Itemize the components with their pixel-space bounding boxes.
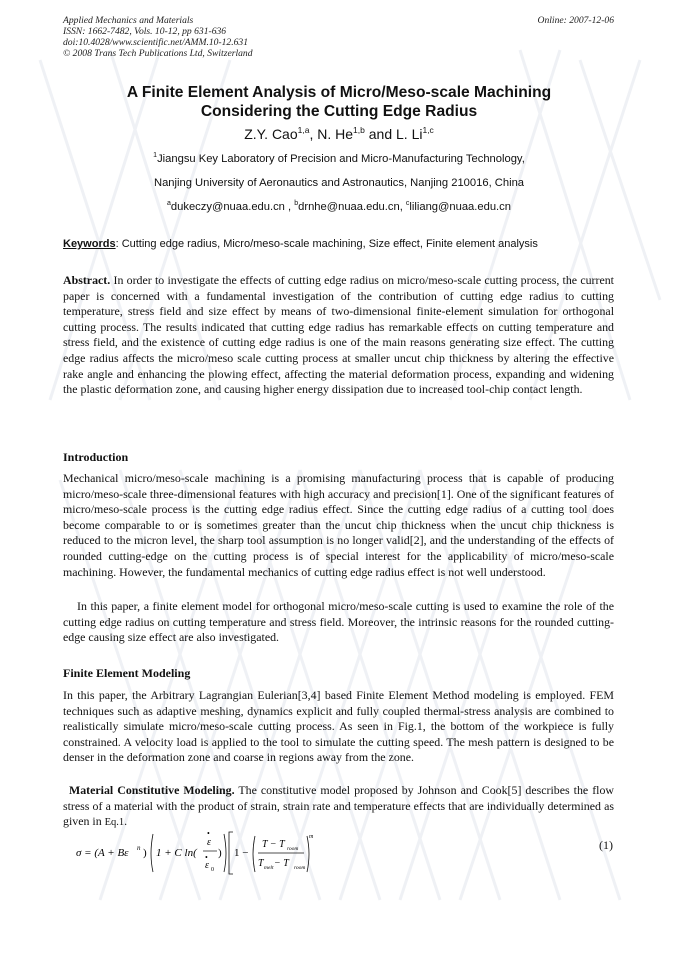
eq-right-paren-2	[307, 836, 309, 872]
eq-one-c-ln: 1 + C ln(	[156, 847, 197, 859]
author-separator: ,	[309, 126, 318, 142]
introduction-paragraph-1: Mechanical micro/meso-scale machining is a promising manufacturing process that is capable of producing micro/meso-scale three-dimensional features with high accuracy and precision[1]. One of the significant features of micro/meso-scale process is the cutting edge radius effect. Since the cutting edge radius of a cutting tool does become comparable to or is sometimes greater than the uncut chip thickness when the uncut chip thickness is reduced to the micron level, the sharp tool assumption is no longer valid[2], and the understanding of the effects of rounded cutting-edge on the cutting process is of special interest for the applicability of micro/meso-scale machining. However, the fundamental mechanics of cutting edge radius effect is not well understood.	[63, 471, 614, 579]
paper-title	[40, 83, 638, 121]
eq-den-a: T	[258, 858, 264, 869]
eq-lhs: σ = (A + Bε	[76, 847, 129, 859]
johnson-cook-equation	[76, 828, 316, 876]
author-list	[40, 125, 638, 143]
author-name: L. Li	[396, 126, 423, 142]
author-affiliation-mark: 1,b	[353, 125, 365, 135]
eq-close-ln: )	[218, 847, 222, 859]
email-address: drnhe@nuaa.edu.cn	[298, 201, 400, 213]
fem-paragraph-2	[63, 783, 614, 831]
affiliation-text: Jiangsu Key Laboratory of Precision and Micro-Manufacturing Technology,	[157, 153, 525, 165]
author-name: N. He	[317, 126, 354, 142]
eq-numerator: T − T	[262, 839, 285, 850]
author-affiliation-mark: 1,c	[422, 125, 434, 135]
keywords-text: : Cutting edge radius, Micro/meso-scale machining, Size effect, Finite element analysis	[115, 238, 538, 250]
journal-copyright: © 2008 Trans Tech Publications Ltd, Switzerland	[63, 48, 253, 59]
title-line-1: A Finite Element Analysis of Micro/Meso-scale Machining	[126, 84, 552, 101]
eq-zero: 0	[211, 867, 214, 873]
section-heading-fem: Finite Element Modeling	[63, 666, 191, 680]
keywords	[63, 237, 623, 251]
fem-paragraph-1: In this paper, the Arbitrary Lagrangian Eulerian[3,4] based Finite Element Method modeling is employed. FEM techniques such as adaptive meshing, dynamics explicit and fully coupled thermal-stress analysis are combined to realistically simulate micro/meso-scale cutting process. As seen in Fig.1, the bottom of the workpiece is fully constrained. A velocity load is applied to the tool to simulate the cutting speed. The mesh pattern is designed to be denser in the deformation zone and coarse in regions away from the zone.	[63, 688, 614, 765]
eq-room-1: room	[287, 846, 299, 852]
fem-paragraph-2-text: The constitutive model proposed by Johnson and Cook[5] describes the flow stress of a material with the product of strain, strain rate and temperature effects that are individually determined as given in	[63, 783, 614, 829]
eq-left-square-bracket	[229, 832, 233, 874]
affiliation-mark: 1	[153, 152, 158, 159]
subsection-heading-material: Material Constitutive Modeling.	[69, 783, 235, 797]
title-line-2: Considering the Cutting Edge Radius	[200, 103, 478, 120]
email-separator: ,	[284, 201, 295, 213]
author-name: Z.Y. Cao	[244, 126, 298, 142]
email-address: liliang@nuaa.edu.cn	[409, 201, 511, 213]
abstract-label: Abstract.	[63, 273, 111, 287]
eq-right-bracket-1	[224, 834, 226, 872]
journal-doi: doi:10.4028/www.scientific.net/AMM.10-12.631	[63, 37, 249, 48]
equation-number: (1)	[599, 838, 613, 852]
email-list	[40, 200, 638, 214]
eq-one-minus: 1 −	[234, 847, 249, 859]
journal-name: Applied Mechanics and Materials	[63, 15, 194, 26]
eq-close-paren: )	[143, 847, 147, 859]
author-separator: and	[364, 126, 396, 142]
eq-left-bracket-1	[151, 834, 153, 872]
eq-den-b: − T	[274, 858, 289, 869]
fem-paragraph-2-end: .	[124, 814, 128, 829]
eq-dot-top: •	[207, 829, 210, 838]
eq-left-paren-2	[253, 836, 255, 872]
email-mark: a	[167, 200, 171, 207]
keywords-label: Keywords	[63, 238, 116, 250]
eq-dot-bottom: •	[205, 853, 208, 862]
email-mark: b	[294, 200, 299, 207]
journal-info	[63, 15, 253, 59]
email-address: dukeczy@nuaa.edu.cn	[170, 201, 285, 213]
affiliation-line-2: Nanjing University of Aeronautics and Astronautics, Nanjing 210016, China	[153, 177, 525, 189]
email-mark: c	[405, 200, 410, 207]
affiliation-line-1	[40, 152, 638, 166]
author-affiliation-mark: 1,a	[297, 125, 310, 135]
eq-room-2: room	[294, 865, 306, 871]
abstract-text: In order to investigate the effects of cutting edge radius on micro/meso-scale cutting process, the current paper is concerned with a fundamental investigation of the contribution of cutting edge radius to cutting temperature, stress field and size effect by means of two-dimensional finite-element simulation for orthogonal cutting process. The results indicated that cutting edge radius has remarkable effects on cutting temperature and stress field, and the existence of cutting edge radius is one of the main reasons generating size effect. The cutting edge radius affects the micro/meso scale cutting process at smaller uncut chip thickness by altering the effective rake angle and enhancing the plowing effect, affecting the material deformation process, expanding and widening the plastic deformation zone, and causing higher energy dissipation due to increased tool-chip contact length.	[63, 273, 614, 397]
eq-exp-n: n	[137, 844, 141, 852]
abstract	[63, 273, 614, 398]
eq-melt: melt	[264, 865, 274, 871]
online-date: Online: 2007-12-06	[537, 15, 614, 26]
introduction-paragraph-2: In this paper, a finite element model for orthogonal micro/meso-scale cutting is used to examine the role of the cutting edge radius on cutting temperature and stress field. Moreover, the intrinsic reasons for the rounded cutting-edge causing size effect are also investigated.	[63, 599, 614, 645]
journal-issn: ISSN: 1662-7482, Vols. 10-12, pp 631-636	[63, 26, 227, 37]
equation-reference: Eq.1	[104, 817, 125, 829]
eq-eps-dot: ε	[207, 837, 211, 848]
email-separator: ,	[399, 201, 406, 213]
eq-exp-m: m	[309, 834, 314, 840]
section-heading-introduction: Introduction	[63, 450, 129, 464]
eq-eps0: ε	[205, 860, 209, 871]
